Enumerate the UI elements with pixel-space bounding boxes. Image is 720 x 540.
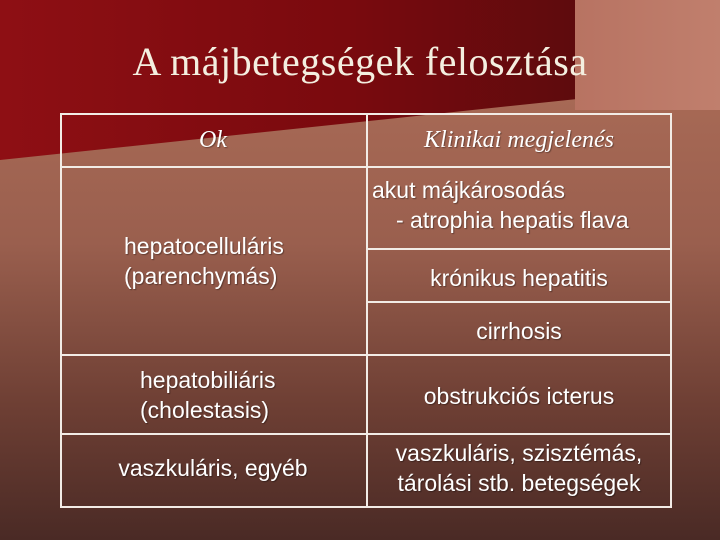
header-cause: Ok (199, 127, 227, 153)
cause-vascular: vaszkuláris, egyéb (118, 455, 308, 481)
clinical-obstructive-icterus: obstrukciós icterus (423, 383, 615, 409)
cause-hepatocellular-line1: hepatocelluláris (124, 233, 284, 259)
clinical-acute (372, 175, 629, 235)
header-clinical: Klinikai megjelenés (424, 127, 614, 153)
clinical-vascular-line2: tárolási stb. betegségek (397, 470, 641, 496)
cause-hepatobiliary-line2: (cholestasis) (140, 397, 270, 423)
clinical-acute-line2: - atrophia hepatis flava (396, 207, 629, 233)
clinical-vascular-line1: vaszkuláris, szisztémás, (395, 440, 643, 466)
slide-title: A májbetegségek felosztása (132, 39, 588, 84)
table-line-left (60, 113, 62, 508)
cause-hepatobiliary (140, 365, 276, 425)
clinical-chronic-hepatitis: krónikus hepatitis (430, 265, 608, 291)
cause-hepatobiliary-line1: hepatobiliáris (140, 367, 276, 393)
table-line-chronic-bottom (366, 301, 672, 303)
table-line-acute-bottom (366, 248, 672, 250)
cause-hepatocellular-line2: (parenchymás) (124, 263, 278, 289)
clinical-vascular-systemic (366, 438, 672, 498)
clinical-acute-line1: akut májkárosodás (372, 177, 566, 203)
clinical-cirrhosis: cirrhosis (476, 318, 562, 344)
cause-hepatocellular (124, 231, 284, 291)
disease-classification-table (60, 113, 672, 508)
